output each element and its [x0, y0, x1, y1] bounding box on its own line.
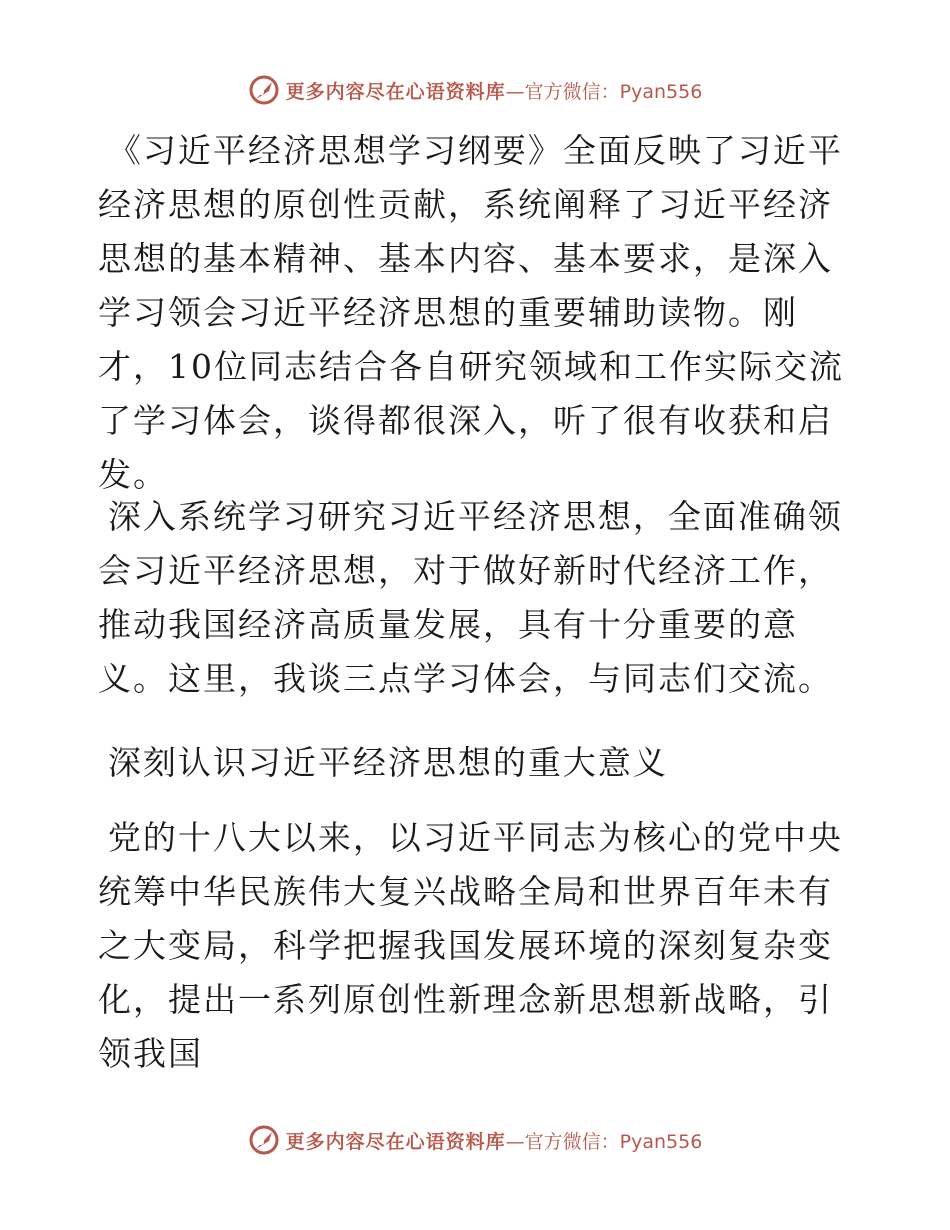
- wechat-text: —官方微信：Pyan556: [505, 1130, 703, 1153]
- brand-text: 更多内容尽在心语资料库: [285, 80, 506, 103]
- section-heading: 深刻认识习近平经济思想的重大意义: [107, 743, 668, 782]
- paragraph-significance: 深入系统学习研究习近平经济思想，全面准确领会习近平经济思想，对于做好新时代经济工作，推动我国经济高质量发展，具有十分重要的意义。这里，我谈三点学习体会，与同志们交流。: [98, 497, 843, 698]
- paragraph-intro: 《习近平经济思想学习纲要》全面反映了习近平经济思想的原创性贡献，系统阐释了习近平经济思想的基本精神、基本内容、基本要求，是深入学习领会习近平经济思想的重要辅助读物。刚才，10位同志结合各自研究领域和工作实际交流了学习体会，谈得都很深入，听了很有收获和启发。: [98, 131, 844, 494]
- quill-logo-icon: [248, 74, 280, 106]
- quill-logo-icon: [248, 1124, 280, 1156]
- wechat-text: —官方微信：Pyan556: [505, 80, 703, 103]
- brand-text: 更多内容尽在心语资料库: [285, 1130, 506, 1153]
- paragraph-body: 党的十八大以来，以习近平同志为核心的党中央统筹中华民族伟大复兴战略全局和世界百年未有之大变局，科学把握我国发展环境的深刻复杂变化，提出一系列原创性新理念新思想新战略，引领我国: [98, 818, 843, 1073]
- header-banner: [0, 70, 950, 110]
- footer-banner: [0, 1120, 950, 1160]
